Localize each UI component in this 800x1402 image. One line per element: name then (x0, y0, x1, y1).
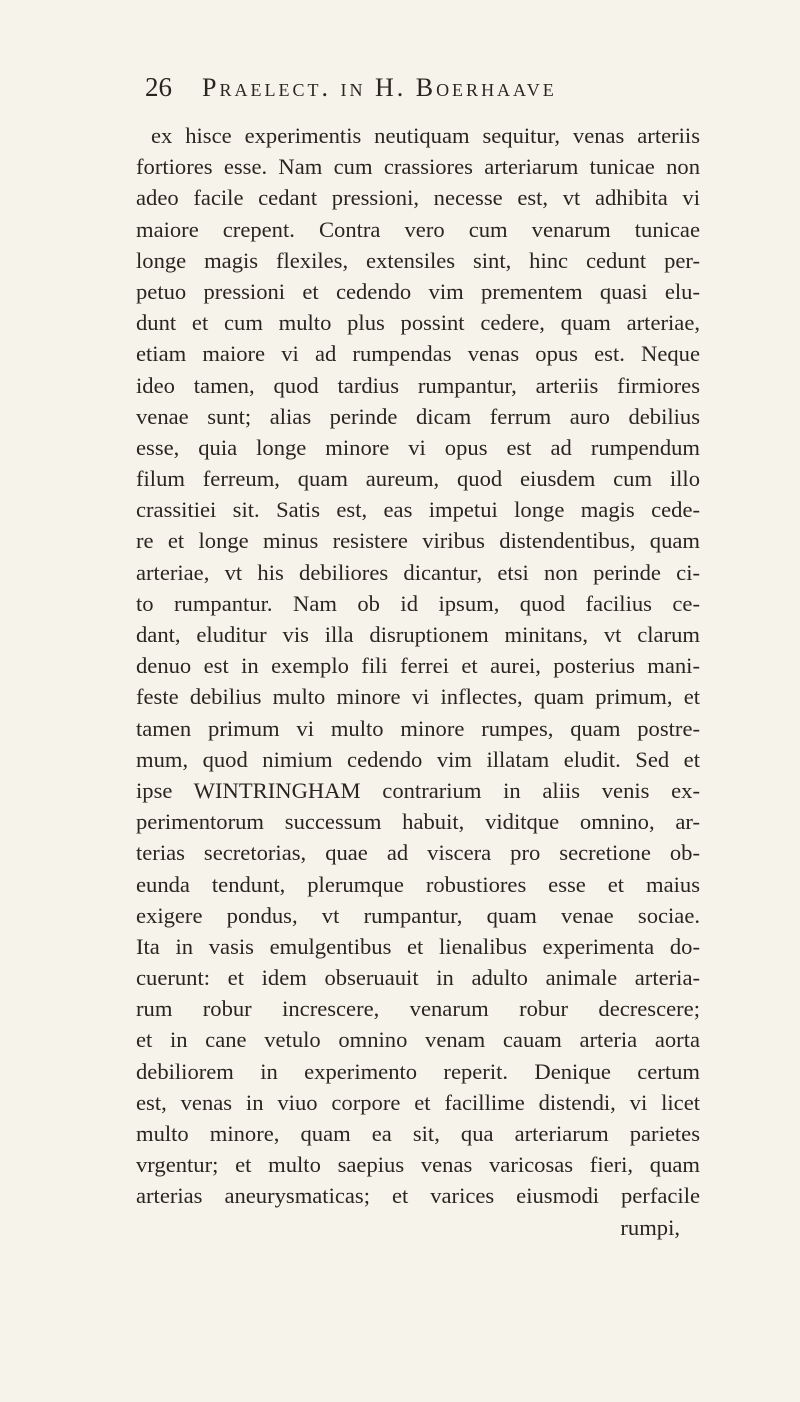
text-line: re et longe minus resistere viribus distendentibus, quam (136, 528, 700, 554)
text-line: ex hisce experimentis neutiquam sequitur, venas arteriis (151, 123, 700, 148)
text-line: feste debilius multo minore vi inflectes, quam primum, et (136, 684, 700, 710)
text-line: etiam maiore vi ad rumpendas venas opus est. Neque (136, 341, 700, 367)
text-line: ideo tamen, quod tardius rumpantur, arteriis firmiores (136, 372, 700, 398)
text-line: ipse WINTRINGHAM contrarium in aliis venis ex- (136, 777, 700, 803)
text-line: Ita in vasis emulgentibus et lienalibus experimenta do- (136, 933, 700, 959)
text-line: filum ferreum, quam aureum, quod eiusdem cum illo (136, 466, 700, 492)
text-line: crassitiei sit. Satis est, eas impetui longe magis cede- (136, 497, 700, 523)
text-line: vrgentur; et multo saepius venas varicosas fieri, quam (136, 1152, 700, 1178)
text-line: est, venas in viuo corpore et facillime distendi, vi licet (136, 1089, 700, 1115)
text-line: debiliorem in experimento reperit. Denique certum (136, 1058, 700, 1084)
running-head (145, 72, 557, 116)
text-line: maiore crepent. Contra vero cum venarum tunicae (136, 216, 700, 242)
text-line: et in cane vetulo omnino venam cauam arteria aorta (136, 1027, 700, 1053)
text-line: tamen primum vi multo minore rumpes, quam postre- (136, 715, 700, 741)
text-line: rumpi, (620, 1214, 680, 1240)
text-line: multo minore, quam ea sit, qua arteriarum parietes (136, 1121, 700, 1146)
text-line: arteriae, vt his debiliores dicantur, etsi non perinde ci- (136, 559, 700, 585)
text-line: longe magis flexiles, extensiles sint, hinc cedunt per- (136, 247, 700, 273)
text-line: rum robur increscere, venarum robur decrescere; (136, 996, 700, 1022)
text-line: mum, quod nimium cedendo vim illatam eludit. Sed et (136, 746, 700, 772)
running-head-title: Praelect. in H. Boerhaave (202, 73, 557, 102)
text-line: arterias aneurysmaticas; et varices eiusmodi perfacile (136, 1183, 700, 1209)
page-number: 26 (145, 72, 172, 102)
text-line: perimentorum successum habuit, viditque omnino, ar- (136, 809, 700, 835)
text-line: esse, quia longe minore vi opus est ad rumpendum (136, 434, 700, 460)
text-line: dant, eluditur vis illa disruptionem minitans, vt clarum (136, 622, 700, 647)
text-line: cuerunt: et idem obseruauit in adulto animale arteria- (136, 965, 700, 991)
text-line: eunda tendunt, plerumque robustiores esse et maius (136, 871, 700, 897)
text-line: dunt et cum multo plus possint cedere, quam arteriae, (136, 310, 700, 336)
text-line: denuo est in exemplo fili ferrei et aurei, posterius mani- (136, 653, 700, 679)
text-line: fortiores esse. Nam cum crassiores arteriarum tunicae non (136, 154, 700, 180)
body-text (136, 120, 700, 1243)
text-line: exigere pondus, vt rumpantur, quam venae sociae. (136, 902, 700, 928)
text-line: adeo facile cedant pressioni, necesse est, vt adhibita vi (136, 185, 700, 211)
text-line: to rumpantur. Nam ob id ipsum, quod facilius ce- (136, 590, 700, 616)
text-line: terias secretorias, quae ad viscera pro secretione ob- (136, 840, 700, 866)
text-line: venae sunt; alias perinde dicam ferrum auro debilius (136, 403, 700, 429)
text-line: petuo pressioni et cedendo vim prementem quasi elu- (136, 278, 700, 304)
